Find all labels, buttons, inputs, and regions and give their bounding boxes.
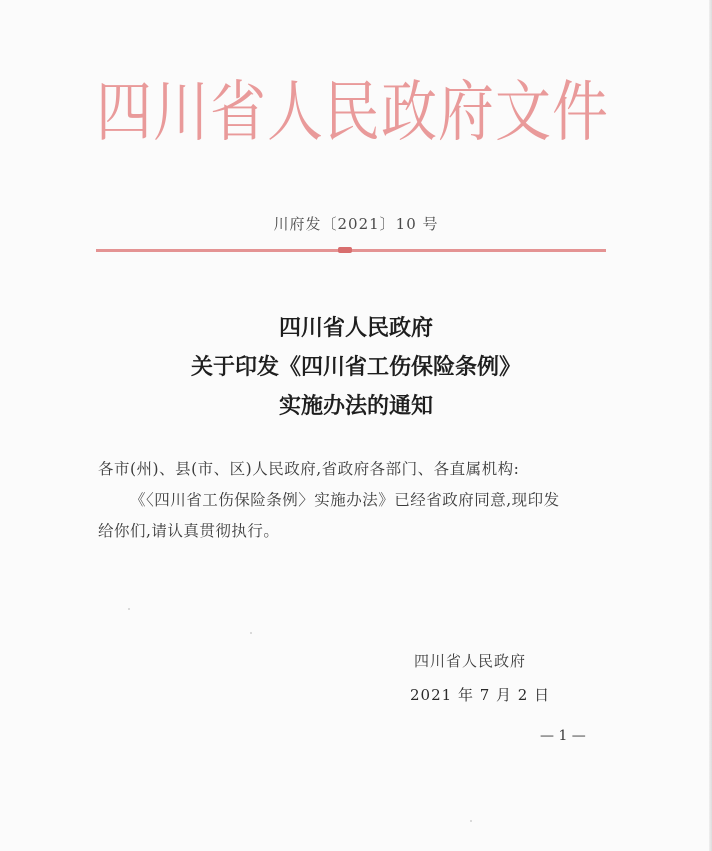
page-number: — 1 —: [540, 728, 586, 744]
document-number: 川府发〔2021〕10 号: [273, 215, 439, 233]
scan-speck: [128, 608, 130, 610]
notice-title-line-3: 实施办法的通知: [278, 394, 433, 419]
scan-speck: [250, 632, 252, 634]
notice-title-line-1: 四川省人民政府: [278, 316, 433, 341]
body-paragraph-line-1: 《〈四川省工伤保险条例〉实施办法》已经省政府同意,现印发: [130, 491, 560, 509]
divider-star-mark: [338, 247, 352, 253]
scan-speck: [470, 820, 472, 822]
signature-date: 2021 年 7 月 2 日: [410, 686, 551, 704]
issuer-title: 四川省人民政府文件: [96, 74, 609, 151]
signature-organization: 四川省人民政府: [414, 652, 527, 670]
body-paragraph-line-2: 给你们,请认真贯彻执行。: [98, 522, 280, 540]
addressee-line: 各市(州)、县(市、区)人民政府,省政府各部门、各直属机构:: [98, 460, 520, 478]
notice-title-line-2: 关于印发《四川省工伤保险条例》: [190, 355, 521, 380]
